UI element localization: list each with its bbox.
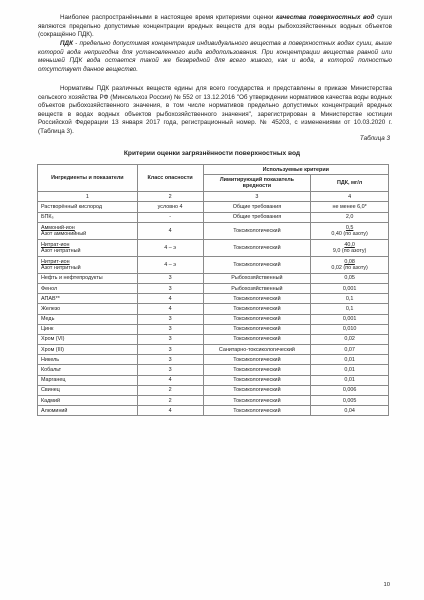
page-number: 10 [383, 582, 390, 588]
pdk-value: 0,5 [345, 224, 354, 231]
limiting-indicator-value: Токсикологический [203, 304, 311, 314]
limiting-indicator-value: Токсикологический [203, 256, 311, 273]
ingredient-name: АПАВ** [38, 294, 138, 304]
table-row [38, 375, 389, 385]
pdk-nitrogen-value: 0,40 (по азоту) [331, 230, 368, 237]
hazard-class-value: 3 [137, 273, 203, 283]
limiting-indicator-value: Токсикологический [203, 406, 311, 416]
ingredient-name: Аммоний-ион [41, 224, 75, 231]
pdk-value: 0,01 [311, 375, 389, 385]
hazard-class-value: 3 [137, 283, 203, 293]
limiting-indicator-value: Токсикологический [203, 334, 311, 344]
paragraph-text: Наиболее распространёнными в настоящее время критериями оценки [60, 14, 277, 21]
table-row [38, 239, 389, 256]
limiting-indicator-value: Токсикологический [203, 239, 311, 256]
header-hazard-class: Класс опасности [137, 165, 203, 192]
pdk-value: 0,01 [311, 365, 389, 375]
table-row [38, 314, 389, 324]
pdk-cell [311, 222, 389, 239]
table-row [38, 334, 389, 344]
header-ingredients: Ингредиенты и показатели [38, 165, 138, 192]
pdk-definition-paragraph [38, 40, 392, 74]
pdk-value: 0,07 [311, 345, 389, 355]
hazard-class-value: 4 [137, 222, 203, 239]
limiting-indicator-value: Рыбохозяйственный [203, 283, 311, 293]
hazard-class-value: 4 – э [137, 239, 203, 256]
ingredient-name: Растворённый кислород [38, 202, 138, 212]
ingredient-name: Никель [38, 355, 138, 365]
ingredient-name: Кобальт [38, 365, 138, 375]
ingredient-cell [38, 239, 138, 256]
table-row [38, 222, 389, 239]
table-body [38, 202, 389, 416]
intro-paragraph [38, 14, 392, 40]
pdk-value: 0,001 [311, 283, 389, 293]
limiting-indicator-value: Токсикологический [203, 385, 311, 395]
limiting-indicator-value: Токсикологический [203, 324, 311, 334]
hazard-class-value: 3 [137, 355, 203, 365]
pdk-value: 0,08 [344, 258, 355, 265]
table-caption: Критерии оценки загрязнённости поверхностных вод [123, 150, 301, 157]
table-row [38, 345, 389, 355]
limiting-indicator-value: Общие требования [203, 202, 311, 212]
ingredient-name: Кадмий [38, 396, 138, 406]
ingredient-name: Нефть и нефтепродукты [38, 273, 138, 283]
pdk-value: не менее 6,0* [311, 202, 389, 212]
emphasis-text: качества поверхностных вод [276, 14, 375, 21]
column-number: 1 [38, 192, 138, 202]
limiting-indicator-value: Санитарно-токсикологический [203, 345, 311, 355]
limiting-indicator-value: Токсикологический [203, 375, 311, 385]
pdk-value: 0,1 [311, 304, 389, 314]
hazard-class-value: 2 [137, 396, 203, 406]
hazard-class-value: 4 [137, 294, 203, 304]
limiting-indicator-value: Общие требования [203, 212, 311, 222]
pdk-cell [311, 239, 389, 256]
normatives-paragraph: Нормативы ПДК различных веществ едины для всего государства и представлены в приказе Министерства сельского хозяйства РФ (Минсельхоз России) № 552 от 13.12.2016 "Об утверждении нормативов качества воды водных объектов рыбохозяйственного значения, в том числе нормативов предельно допустимых концентраций вредных веществ в водах водных объектов рыбохозяйственного значения", зарегистрирован в Министерстве юстиции Российской Федерации 13 января 2017 года, регистрационный номер. № 45203, с изменениями от 10.03.2020 г. (Таблица 3). [38, 85, 392, 135]
hazard-class-value: 3 [137, 334, 203, 344]
table-row [38, 202, 389, 212]
table-row [38, 256, 389, 273]
limiting-indicator-value: Токсикологический [203, 222, 311, 239]
table-row [38, 406, 389, 416]
hazard-class-value: условно 4 [137, 202, 203, 212]
pdk-value: 2,0 [311, 212, 389, 222]
column-number: 2 [137, 192, 203, 202]
ingredient-name: Хром (VI) [38, 334, 138, 344]
pdk-value: 0,05 [311, 273, 389, 283]
table-row [38, 294, 389, 304]
table-row [38, 273, 389, 283]
hazard-class-value: 3 [137, 314, 203, 324]
table-row [38, 212, 389, 222]
ingredient-name: БПК₅ [38, 212, 138, 222]
table-row [38, 365, 389, 375]
pdk-value: 40,0 [344, 241, 355, 248]
limiting-indicator-value: Токсикологический [203, 365, 311, 375]
table-row [38, 396, 389, 406]
hazard-class-value: 4 – э [137, 256, 203, 273]
limiting-indicator-value: Рыбохозяйственный [203, 273, 311, 283]
header-pdk: ПДК, мг/л [311, 175, 389, 192]
pdk-nitrogen-value: 9,0 (по азоту) [332, 247, 367, 254]
ingredient-cell [38, 256, 138, 273]
criteria-table [37, 164, 389, 416]
pdk-value: 0,01 [311, 355, 389, 365]
hazard-class-value: 3 [137, 345, 203, 355]
pdk-value: 0,005 [311, 396, 389, 406]
ingredient-subname: Азот аммонийный [41, 230, 87, 237]
hazard-class-value: 4 [137, 304, 203, 314]
table-row [38, 324, 389, 334]
ingredient-name: Нитрит-ион [41, 258, 70, 265]
ingredient-name: Железо [38, 304, 138, 314]
ingredient-name: Марганец [38, 375, 138, 385]
pdk-value: 0,04 [311, 406, 389, 416]
limiting-indicator-value: Токсикологический [203, 314, 311, 324]
hazard-class-value: 2 [137, 385, 203, 395]
pdk-value: 0,006 [311, 385, 389, 395]
limiting-indicator-value: Токсикологический [203, 355, 311, 365]
pdk-term: ПДК [60, 40, 73, 47]
ingredient-name: Нитрат-ион [41, 241, 70, 248]
pdk-cell [311, 256, 389, 273]
pdk-nitrogen-value: 0,02 (по азоту) [331, 264, 368, 271]
ingredient-name: Свинец [38, 385, 138, 395]
limiting-indicator-value: Токсикологический [203, 294, 311, 304]
header-criteria-group: Используемые критерии [203, 165, 388, 175]
ingredient-name: Алюминий [38, 406, 138, 416]
ingredient-name: Хром (III) [38, 345, 138, 355]
hazard-class-value: - [137, 212, 203, 222]
table-row [38, 355, 389, 365]
pdk-value: 0,02 [311, 334, 389, 344]
table-number: Таблица 3 [359, 135, 390, 142]
hazard-class-value: 4 [137, 406, 203, 416]
paragraph-text: суши являются предельно допустимые концентрации вредных веществ для воды рыбохозяйственных водных объектов (сокращённо ПДК). [38, 14, 392, 39]
pdk-value: 0,1 [311, 294, 389, 304]
ingredient-subname: Азот нитритный [41, 264, 81, 271]
ingredient-subname: Азот нитратный [41, 247, 81, 254]
column-number: 3 [203, 192, 311, 202]
table-row [38, 283, 389, 293]
ingredient-cell [38, 222, 138, 239]
hazard-class-value: 3 [137, 324, 203, 334]
column-number: 4 [311, 192, 389, 202]
hazard-class-value: 3 [137, 365, 203, 375]
table-row [38, 385, 389, 395]
pdk-value: 0,001 [311, 314, 389, 324]
ingredient-name: Цинк [38, 324, 138, 334]
header-limiting-indicator: Лимитирующий показатель вредности [203, 175, 311, 192]
paragraph-text: - предельно допустимая концентрация индивидуального вещества в поверхностных водах суши, выше которой вода непригодна для установленного вида водопользования. При концентрации вещества равной или меньшей ПДК вода остается такой же безвредной для всего живого, как и вода, в которой полностью отсутствует данное вещество. [38, 40, 392, 73]
ingredient-name: Фенол [38, 283, 138, 293]
limiting-indicator-value: Токсикологический [203, 396, 311, 406]
pdk-value: 0,010 [311, 324, 389, 334]
table-row [38, 304, 389, 314]
ingredient-name: Медь [38, 314, 138, 324]
hazard-class-value: 4 [137, 375, 203, 385]
